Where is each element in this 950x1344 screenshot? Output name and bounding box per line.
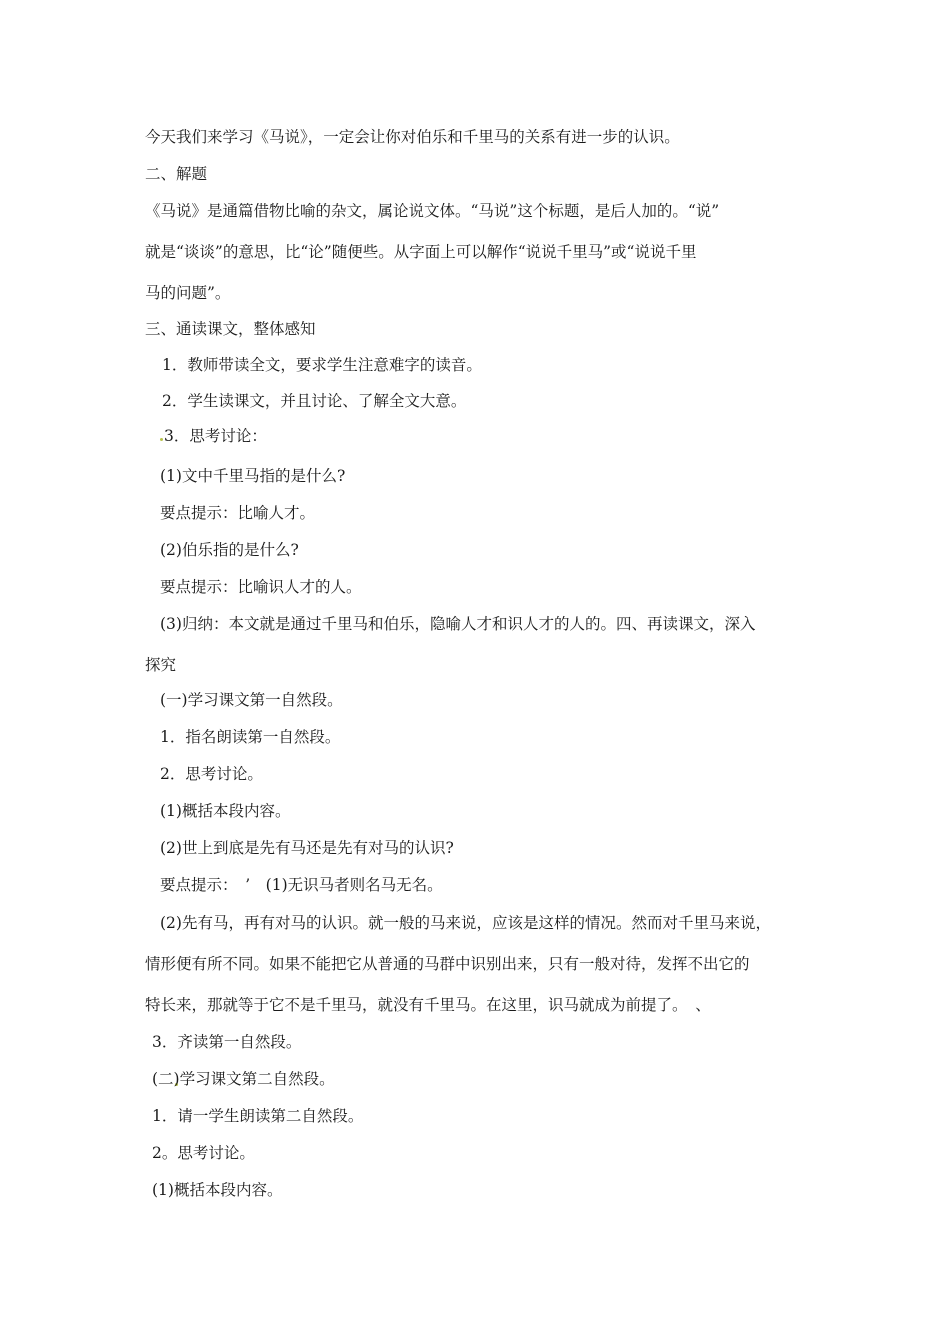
text-line: (2)伯乐指的是什么? bbox=[160, 541, 299, 559]
text-line: 2．学生读课文，并且讨论、了解全文大意。 bbox=[162, 392, 467, 410]
stray-mark bbox=[160, 438, 163, 441]
text-line: 1．教师带读全文，要求学生注意难字的读音。 bbox=[162, 356, 482, 374]
text-line: (1)概括本段内容。 bbox=[160, 802, 291, 820]
text-line: 特长来，那就等于它不是千里马，就没有千里马。在这里，识马就成为前提了。 、 bbox=[145, 996, 711, 1014]
text-line: (1)文中千里马指的是什么? bbox=[160, 467, 346, 485]
text-line: (3)归纳：本文就是通过千里马和伯乐，隐喻人才和识人才的人的。四、再读课文，深入 bbox=[160, 615, 756, 633]
text-line: (二)学习课文第二自然段。 bbox=[152, 1070, 335, 1088]
text-line: (一)学习课文第一自然段。 bbox=[160, 691, 343, 709]
section-heading: 三、通读课文，整体感知 bbox=[145, 320, 316, 338]
text-line: (1)概括本段内容。 bbox=[152, 1181, 283, 1199]
text-line: (2)世上到底是先有马还是先有对马的认识? bbox=[160, 839, 454, 857]
text-line: (2)先有马，再有对马的认识。就一般的马来说，应该是这样的情况。然而对千里马来说， bbox=[160, 914, 771, 932]
text-line: 2。思考讨论。 bbox=[152, 1144, 255, 1162]
text-line: 马的问题”。 bbox=[145, 284, 231, 302]
text-line: 要点提示： ’ (1)无识马者则名马无名。 bbox=[160, 876, 443, 894]
text-line: 《马说》是通篇借物比喻的杂文，属论说文体。“马说”这个标题，是后人加的。“说” bbox=[145, 202, 720, 220]
text-line: 今天我们来学习《马说》，一定会让你对伯乐和千里马的关系有进一步的认识。 bbox=[145, 128, 680, 146]
text-line: 情形便有所不同。如果不能把它从普通的马群中识别出来，只有一般对待，发挥不出它的 bbox=[145, 955, 750, 973]
text-line: 3．思考讨论： bbox=[164, 427, 267, 445]
section-heading: 二、解题 bbox=[145, 165, 208, 183]
text-line: 1．请一学生朗读第二自然段。 bbox=[152, 1107, 364, 1125]
text-line: 1．指名朗读第一自然段。 bbox=[160, 728, 341, 746]
text-line: 要点提示：比喻人才。 bbox=[160, 504, 316, 522]
text-line: 3．齐读第一自然段。 bbox=[152, 1033, 302, 1051]
text-line: 探究 bbox=[145, 656, 177, 674]
text-line: 2．思考讨论。 bbox=[160, 765, 263, 783]
text-line: 要点提示：比喻识人才的人。 bbox=[160, 578, 362, 596]
text-line: 就是“谈谈”的意思，比“论”随便些。从字面上可以解作“说说千里马”或“说说千里 bbox=[145, 243, 697, 261]
